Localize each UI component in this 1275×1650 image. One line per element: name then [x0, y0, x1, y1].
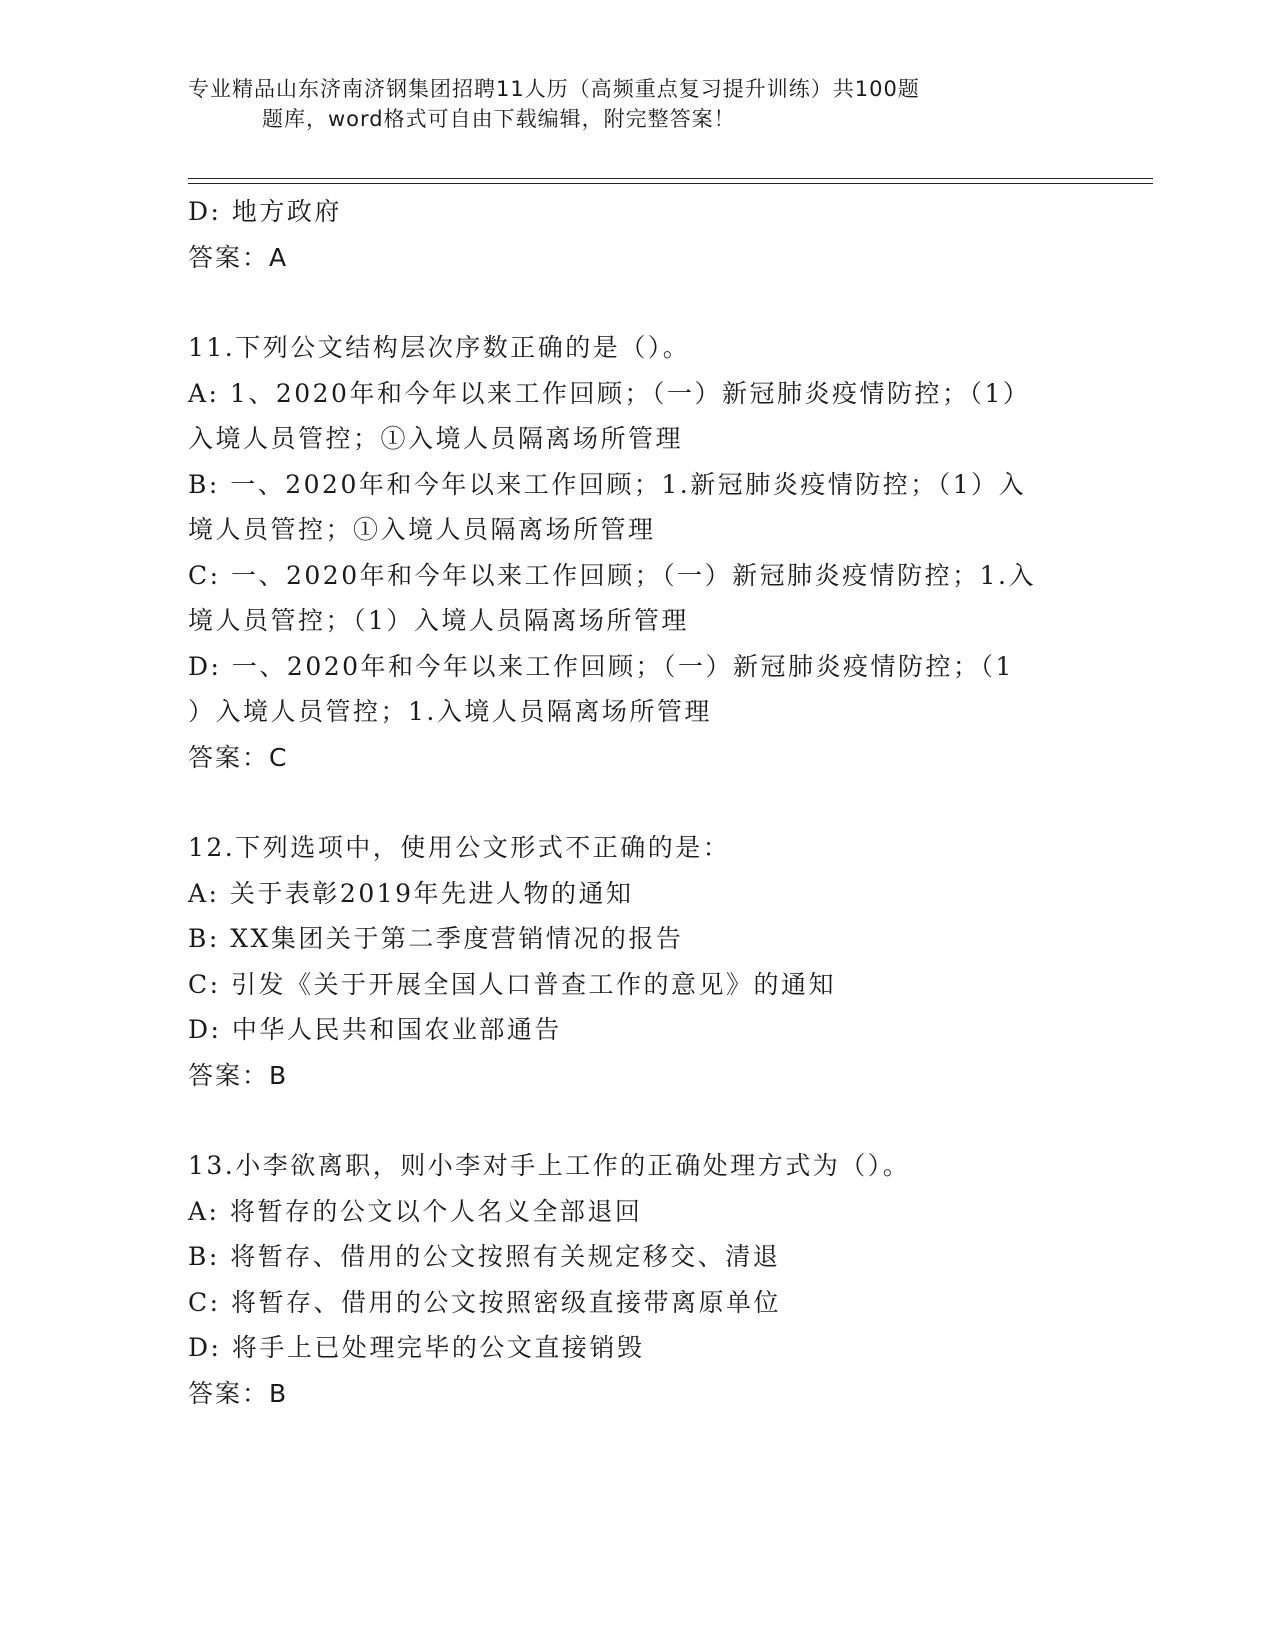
q11-option-d-line-2: ）入境人员管控；1.入境人员隔离场所管理	[188, 697, 712, 726]
q11-option-b-line-1: B: 一、2020年和今年以来工作回顾；1.新冠肺炎疫情防控；（1）入	[188, 469, 1027, 499]
header-divider-top	[188, 178, 1153, 179]
q12-answer: 答案：B	[188, 1060, 289, 1090]
spacer	[188, 1098, 1088, 1143]
q11-option-b-line-2: 境人员管控；①入境人员隔离场所管理	[188, 515, 656, 544]
q11-stem: 11.下列公文结构层次序数正确的是（）。	[188, 333, 691, 362]
q11-option-c-line-1: C: 一、2020年和今年以来工作回顾；（一）新冠肺炎疫情防控；1.入	[188, 560, 1036, 590]
spacer	[188, 780, 1088, 825]
q11-option-a-line-1: A: 1、2020年和今年以来工作回顾；（一）新冠肺炎疫情防控；（1）	[188, 378, 1031, 408]
question-11	[188, 325, 1088, 780]
header-title-line-2: 题库，word格式可自由下载编辑，附完整答案！	[262, 107, 736, 131]
q12-option-b: B: XX集团关于第二季度营销情况的报告	[188, 924, 684, 953]
q13-option-a: A: 将暂存的公文以个人名义全部退回	[188, 1196, 643, 1226]
header-title-line-1: 专业精品山东济南济钢集团招聘11人历（高频重点复习提升训练）共100题	[188, 77, 920, 101]
question-10-tail	[188, 189, 1088, 280]
q13-answer: 答案：B	[188, 1378, 289, 1408]
q12-stem: 12.下列选项中，使用公文形式不正确的是：	[188, 833, 731, 862]
question-13	[188, 1143, 1088, 1416]
q12-option-a: A: 关于表彰2019年先进人物的通知	[188, 878, 634, 908]
page-header	[188, 74, 1048, 134]
spacer	[188, 280, 1088, 325]
q13-option-b: B: 将暂存、借用的公文按照有关规定移交、清退	[188, 1242, 781, 1271]
q13-option-c: C: 将暂存、借用的公文按照密级直接带离原单位	[188, 1287, 781, 1317]
document-body	[188, 189, 1088, 1416]
q13-stem: 13.小李欲离职，则小李对手上工作的正确处理方式为（）。	[188, 1151, 911, 1180]
q11-answer: 答案：C	[188, 742, 289, 772]
q11-option-c-line-2: 境人员管控；（1）入境人员隔离场所管理	[188, 606, 689, 635]
question-12	[188, 825, 1088, 1098]
q10-option-d: D: 地方政府	[188, 197, 342, 226]
q10-answer: 答案：A	[188, 242, 289, 272]
q12-option-d: D: 中华人民共和国农业部通告	[188, 1015, 562, 1044]
header-divider-bottom	[188, 183, 1153, 184]
q11-option-d-line-1: D: 一、2020年和今年以来工作回顾；（一）新冠肺炎疫情防控；（1	[188, 651, 1014, 681]
q13-option-d: D: 将手上已处理完毕的公文直接销毁	[188, 1333, 645, 1362]
q11-option-a-line-2: 入境人员管控；①入境人员隔离场所管理	[188, 424, 684, 453]
q12-option-c: C: 引发《关于开展全国人口普查工作的意见》的通知	[188, 969, 837, 999]
